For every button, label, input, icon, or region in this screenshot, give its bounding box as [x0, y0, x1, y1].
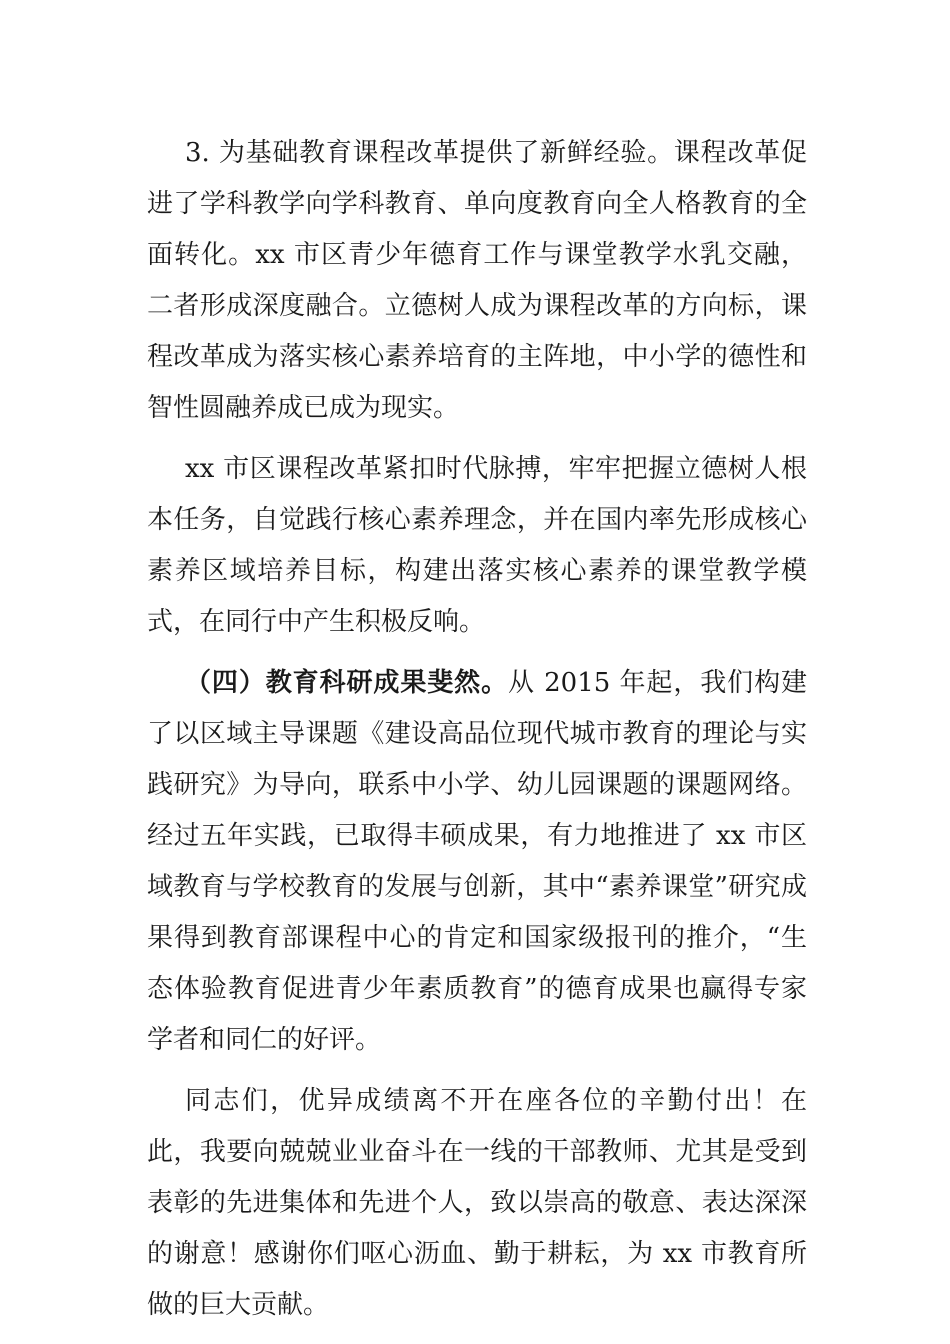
paragraph-text: 3. 为基础教育课程改革提供了新鲜经验。课程改革促进了学科教学向学科教育、单向度教育向全人格教育的全面转化。xx 市区青少年德育工作与课堂教学水乳交融，二者形成深度融合。立德树人成为课程改革的方向标，课程改革成为落实核心素养培育的主阵地，中小学的德性和智性圆融养成已成为现实。: [147, 138, 807, 423]
document-body: [147, 128, 807, 1341]
paragraph-text: xx 市区课程改革紧扣时代脉搏，牢牢把握立德树人根本任务，自觉践行核心素养理念，并在国内率先形成核心素养区域培养目标，构建出落实核心素养的课堂教学模式，在同行中产生积极反响。: [147, 454, 807, 637]
paragraph-core-literacy: [147, 444, 807, 648]
paragraph-research-achievements: [147, 658, 807, 1066]
paragraph-curriculum-reform: [147, 128, 807, 434]
paragraph-text: 从 2015 年起，我们构建了以区域主导课题《建设高品位现代城市教育的理论与实践研究》为导向，联系中小学、幼儿园课题的课题网络。经过五年实践，已取得丰硕成果，有力地推进了 xx 市区域教育与学校教育的发展与创新，其中“素养课堂”研究成果得到教育部课程中心的肯定和国家级报刊的推介，“生态体验教育促进青少年素质教育”的德育成果也赢得专家学者和同仁的好评。: [147, 668, 807, 1055]
paragraph-text: 同志们，优异成绩离不开在座各位的辛勤付出！在此，我要向兢兢业业奋斗在一线的干部教师、尤其是受到表彰的先进集体和先进个人，致以崇高的敬意、表达深深的谢意！感谢你们呕心沥血、勤于耕耘，为 xx 市教育所做的巨大贡献。: [147, 1086, 807, 1320]
section-heading: （四）教育科研成果斐然。: [185, 668, 509, 698]
paragraph-acknowledgement: [147, 1076, 807, 1331]
